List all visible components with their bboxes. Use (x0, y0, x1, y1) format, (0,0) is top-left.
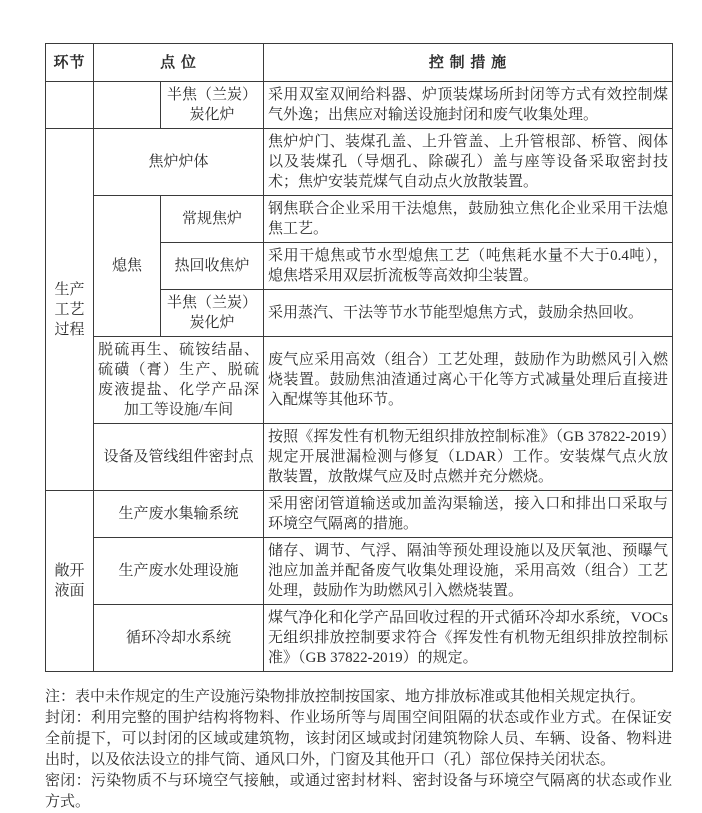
stage-cell-open-surface: 敞开液面 (46, 491, 94, 672)
measure-cell: 钢焦联合企业采用干法熄焦，鼓励独立焦化企业采用干法熄焦工艺。 (264, 196, 673, 243)
stage-cell-production: 生产工艺过程 (46, 129, 94, 491)
point-subcell-empty (94, 82, 161, 129)
footnotes (45, 687, 672, 813)
point-cell: 焦炉炉体 (94, 129, 264, 196)
point-cell: 热回收焦炉 (161, 243, 264, 290)
measure-cell: 废气应采用高效（组合）工艺处理，鼓励作为助燃风引入燃烧装置。鼓励焦油渣通过离心干化等方式减量处理后直接进入配煤等其他环节。 (264, 337, 673, 424)
table-row (46, 337, 673, 424)
point-cell: 设备及管线组件密封点 (94, 424, 264, 491)
point-cell: 生产废水处理设施 (94, 538, 264, 605)
header-point: 点 位 (94, 44, 264, 82)
table-row (46, 605, 673, 672)
note-mibi-definition: 密闭：污染物质不与环境空气接触，或通过密封材料、密封设备与环境空气隔离的状态或作业方式。 (45, 773, 672, 810)
table-header-row (46, 44, 673, 82)
table-row (46, 196, 673, 243)
header-stage: 环节 (46, 44, 94, 82)
measure-cell: 采用蒸汽、干法等节水节能型熄焦方式，鼓励余热回收。 (264, 290, 673, 337)
measure-cell: 采用干熄焦或节水型熄焦工艺（吨焦耗水量不大于0.4吨），熄焦塔采用双层折流板等高效抑尘装置。 (264, 243, 673, 290)
point-cell: 半焦（兰炭）炭化炉 (161, 290, 264, 337)
table-row (46, 491, 673, 538)
note-general: 注：表中未作规定的生产设施污染物排放控制按国家、地方排放标准或其他相关规定执行。 (45, 689, 646, 705)
point-cell: 半焦（兰炭）炭化炉 (161, 82, 264, 129)
measure-cell: 采用双室双闸给料器、炉顶装煤场所封闭等方式有效控制煤气外逸；出焦应对输送设施封闭和废气收集处理。 (264, 82, 673, 129)
table-row (46, 129, 673, 196)
point-cell: 常规焦炉 (161, 196, 264, 243)
table-row (46, 538, 673, 605)
point-cell: 循环冷却水系统 (94, 605, 264, 672)
stage-cell-empty (46, 82, 94, 129)
point-cell: 生产废水集输系统 (94, 491, 264, 538)
measure-cell: 焦炉炉门、装煤孔盖、上升管盖、上升管根部、桥管、阀体以及装煤孔（导烟孔、除碳孔）盖与座等设备采取密封技术；焦炉安装荒煤气自动点火放散装置。 (264, 129, 673, 196)
table-row (46, 424, 673, 491)
header-measure: 控 制 措 施 (264, 44, 673, 82)
point-cell: 脱硫再生、硫铵结晶、硫磺（膏）生产、脱硫废液提盐、化学产品深加工等设施/车间 (94, 337, 264, 424)
measure-cell: 按照《挥发性有机物无组织排放控制标准》（GB 37822-2019）规定开展泄漏检测与修复（LDAR）工作。安装煤气点火放散装置，放散煤气应及时点燃并充分燃烧。 (264, 424, 673, 491)
point-group-quenching: 熄焦 (94, 196, 161, 337)
control-measures-table (45, 43, 673, 672)
measure-cell: 储存、调节、气浮、隔油等预处理设施以及厌氧池、预曝气池应加盖并配备废气收集处理设施，采用高效（组合）工艺处理，鼓励作为助燃风引入燃烧装置。 (264, 538, 673, 605)
table-row (46, 82, 673, 129)
note-fengbi-definition: 封闭：利用完整的围护结构将物料、作业场所等与周围空间阻隔的状态或作业方式。在保证安全前提下，可以封闭的区域或建筑物，该封闭区域或封闭建筑物除人员、车辆、设备、物料进出时，以及依法设立的排气筒、通风口外，门窗及其他开口（孔）部位保持关闭状态。 (45, 710, 672, 768)
measure-cell: 采用密闭管道输送或加盖沟渠输送，接入口和排出口采取与环境空气隔离的措施。 (264, 491, 673, 538)
measure-cell: 煤气净化和化学产品回收过程的开式循环冷却水系统，VOCs无组织排放控制要求符合《挥发性有机物无组织排放控制标准》（GB 37822-2019）的规定。 (264, 605, 673, 672)
